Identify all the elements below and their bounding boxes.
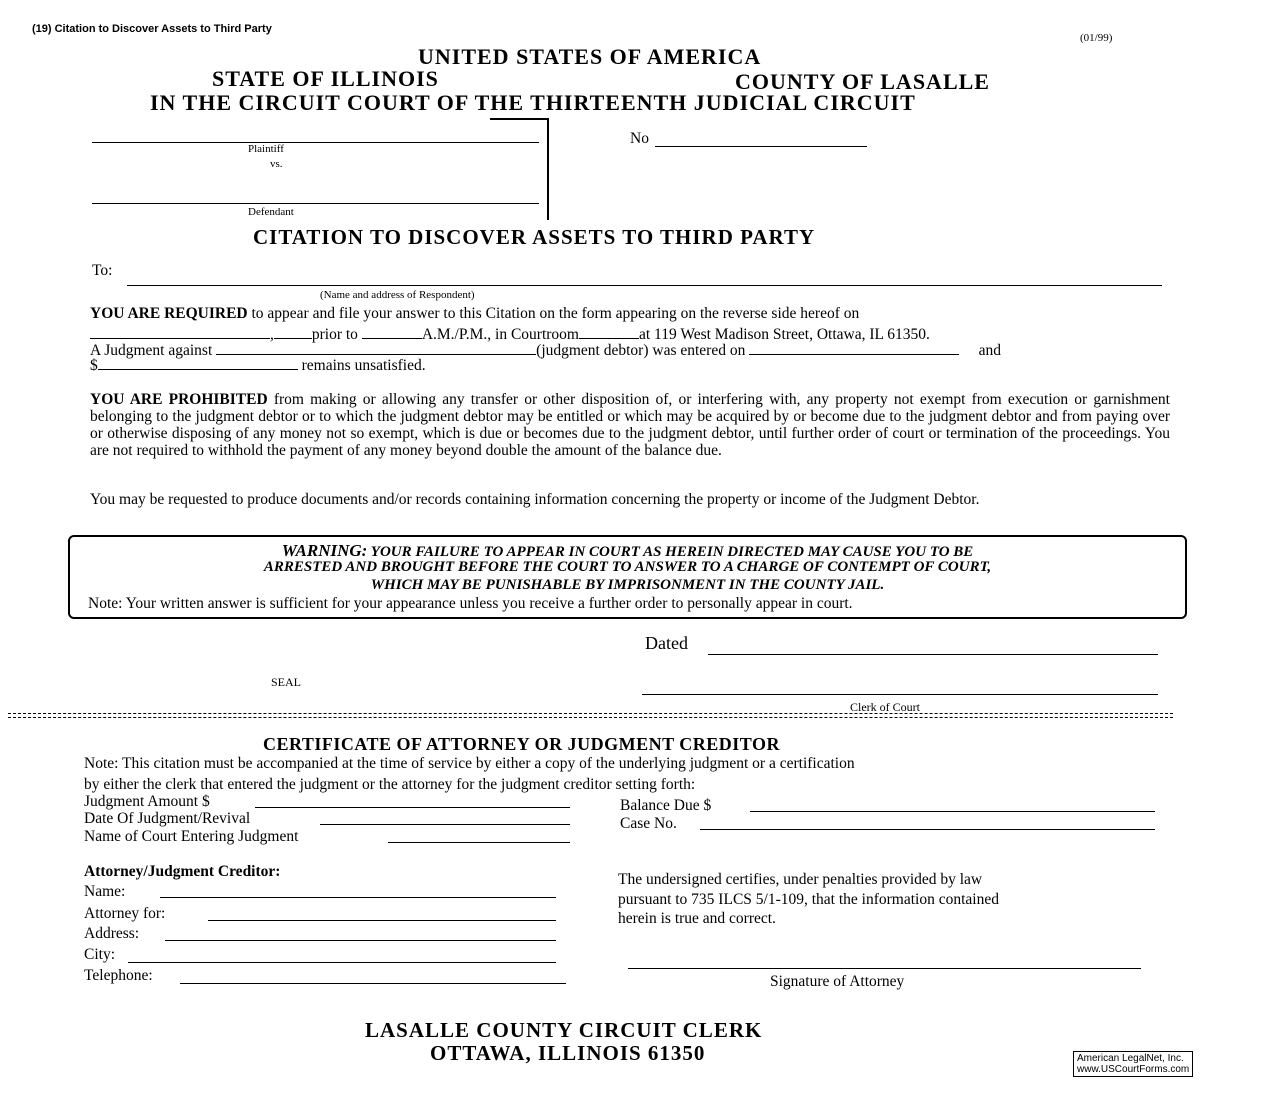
seal-label: SEAL [271, 675, 301, 689]
certification-line1: The undersigned certifies, under penalties provided by law [618, 871, 983, 888]
required-text: to appear and file your answer to this Citation on the form appearing on the reverse side hereof on [247, 305, 860, 322]
defendant-field[interactable] [92, 203, 539, 204]
plaintiff-label: Plaintiff [248, 143, 284, 155]
plaintiff-field[interactable] [92, 142, 539, 143]
cut-line [8, 713, 1173, 718]
footer-city: OTTAWA, ILLINOIS 61350 [430, 1041, 706, 1065]
case-no-label-2: Case No. [620, 815, 677, 832]
vs-label: vs. [270, 158, 283, 170]
footer-clerk: LASALLE COUNTY CIRCUIT CLERK [365, 1018, 763, 1042]
warning-line3: WHICH MAY BE PUNISHABLE BY IMPRISONMENT IN THE COUNTY JAIL. [370, 577, 885, 593]
attorney-heading: Attorney/Judgment Creditor: [84, 863, 281, 880]
caption-bracket [490, 118, 549, 220]
balance-due-label: Balance Due $ [620, 797, 712, 814]
required-line2: , prior to A.M./P.M., in Courtroom at 119 West Madison Street, Ottawa, IL 61350. [90, 326, 930, 343]
certificate-note2: by either the clerk that entered the judgment or the attorney for the judgment creditor setting forth: [84, 776, 696, 793]
required-line4: $ remains unsatisfied. [90, 357, 426, 374]
prohibited-paragraph: YOU ARE PROHIBITED from making or allowing any transfer or other disposition of, or interfering with, any property not exempt from execution or garnishment belonging to the judgment debtor or to which the judgment debtor may be entitled or which may be acquired by or become due to the judgment debtor and from paying over or otherwise disposing of any money not so exempt, which is due or becomes due to the judgment debtor, until further order of court or termination of the proceedings. You are not required to withhold the payment of any money beyond double the amount of the balance due. [90, 391, 1170, 459]
attorney-name-label: Name: [84, 883, 126, 900]
certification-line2: pursuant to 735 ILCS 5/1-109, that the information contained [618, 891, 999, 908]
country-heading: UNITED STATES OF AMERICA [418, 44, 762, 69]
judgment-amount-field[interactable] [255, 807, 570, 808]
required-lead: YOU ARE REQUIRED [90, 305, 248, 322]
judgment-amount-label: Judgment Amount $ [84, 793, 210, 810]
city-label: City: [84, 946, 116, 963]
attorney-name-field[interactable] [160, 897, 556, 898]
attorney-for-label: Attorney for: [84, 905, 166, 922]
clerk-signature-field[interactable] [642, 694, 1158, 695]
city-field[interactable] [128, 962, 556, 963]
publisher-badge: American LegalNet, Inc. www.USCourtForms.com [1073, 1051, 1193, 1077]
documents-paragraph: You may be requested to produce documents and/or records containing information concerning the property or income of the Judgment Debtor. [90, 491, 980, 508]
required-line3: A Judgment against (judgment debtor) was entered on and [90, 342, 1001, 359]
revision: (01/99) [1080, 32, 1113, 44]
signature-label: Signature of Attorney [770, 973, 905, 990]
clerk-label: Clerk of Court [850, 700, 920, 714]
defendant-label: Defendant [248, 206, 294, 218]
judgment-date-field[interactable] [320, 824, 570, 825]
telephone-label: Telephone: [84, 967, 153, 984]
respondent-sublabel: (Name and address of Respondent) [320, 289, 475, 301]
respondent-field[interactable] [127, 285, 1162, 286]
judgment-date-label: Date Of Judgment/Revival [84, 810, 251, 827]
county-heading: COUNTY OF LASALLE [735, 69, 990, 94]
warning-line2: ARRESTED AND BROUGHT BEFORE THE COURT TO ANSWER TO A CHARGE OF CONTEMPT OF COURT, [263, 559, 992, 575]
telephone-field[interactable] [180, 983, 566, 984]
dated-field[interactable] [708, 654, 1158, 655]
form-id: (19) Citation to Discover Assets to Third Party [32, 23, 272, 35]
warning-line1: WARNING: YOUR FAILURE TO APPEAR IN COURT AS HEREIN DIRECTED MAY CAUSE YOU TO BE [281, 541, 974, 560]
court-heading: IN THE CIRCUIT COURT OF THE THIRTEENTH JUDICIAL CIRCUIT [150, 90, 916, 115]
to-label: To: [92, 262, 113, 279]
court-name-label: Name of Court Entering Judgment [84, 828, 299, 845]
certification-line3: herein is true and correct. [618, 910, 776, 927]
case-no-field[interactable] [655, 146, 867, 147]
attorney-for-field[interactable] [208, 920, 556, 921]
certificate-title: CERTIFICATE OF ATTORNEY OR JUDGMENT CREDITOR [263, 734, 780, 754]
court-name-field[interactable] [388, 842, 570, 843]
warning-note: Note: Your written answer is sufficient for your appearance unless you receive a further order to personally appear in court. [88, 595, 853, 612]
certificate-note1: Note: This citation must be accompanied at the time of service by either a copy of the underlying judgment or a certification [84, 755, 855, 772]
form-title: CITATION TO DISCOVER ASSETS TO THIRD PARTY [253, 225, 816, 249]
warning-box [68, 535, 1187, 619]
address-label: Address: [84, 925, 140, 942]
state-heading: STATE OF ILLINOIS [212, 66, 439, 91]
address-field[interactable] [165, 940, 556, 941]
case-no-label: No [630, 130, 649, 147]
dated-label: Dated [645, 633, 688, 653]
attorney-signature-field[interactable] [628, 968, 1141, 969]
balance-due-field[interactable] [750, 811, 1155, 812]
case-no-field-2[interactable] [700, 829, 1155, 830]
